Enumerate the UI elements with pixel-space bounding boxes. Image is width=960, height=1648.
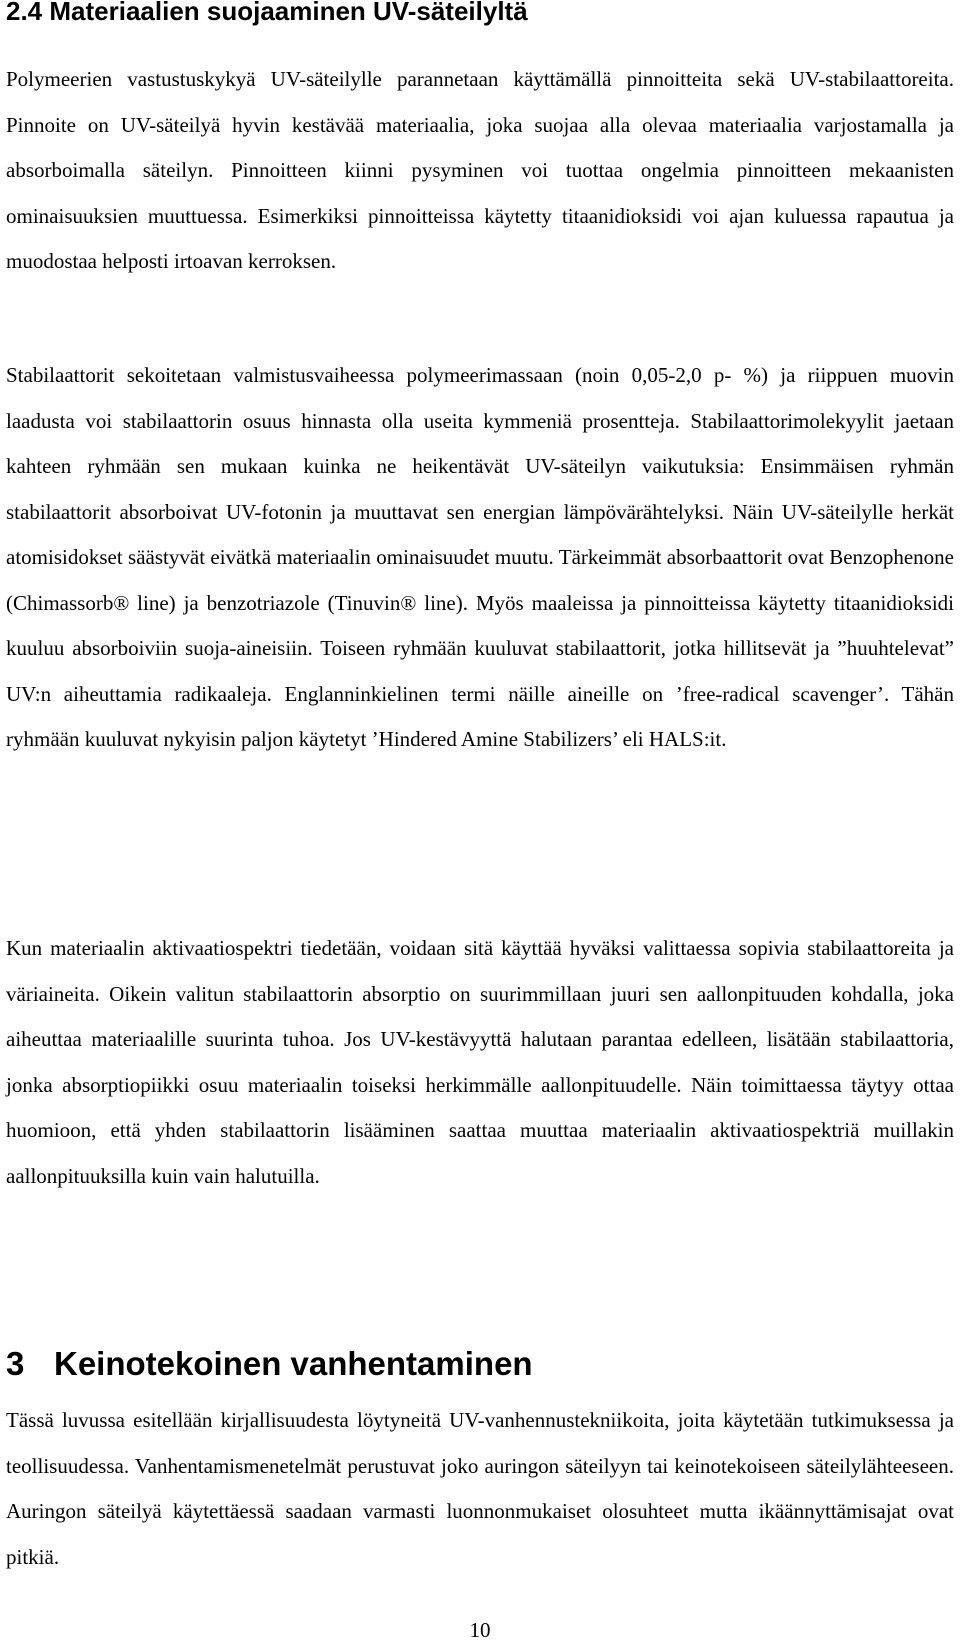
page-number: 10	[469, 1618, 491, 1642]
section-heading: 2.4 Materiaalien suojaaminen UV-säteilyltä	[6, 0, 528, 26]
chapter-heading	[6, 1343, 533, 1385]
section-paragraph-2: Stabilaattorit sekoitetaan valmistusvaiheessa polymeerimassaan (noin 0,05-2,0 p- %) ja riippuen muovin laadusta voi stabilaattorin osuus hinnasta olla useita kymmeniä prosentteja. Stabilaattorimolekyylit jaetaan kahteen ryhmään sen mukaan kuinka ne heikentävät UV-säteilyn vaikutuksia: Ensimmäisen ryhmän stabilaattorit absorboivat UV-fotonin ja muuttavat sen energian lämpövärähtelyksi. Näin UV-säteilylle herkät atomisidokset säästyvät eivätkä materiaalin ominaisuudet muutu. Tärkeimmät absorbaattorit ovat Benzophenone (Chimassorb® line) ja benzotriazole (Tinuvin® line). Myös maaleissa ja pinnoitteissa käytetty titaanidioksidi kuuluu absorboiviin suoja-aineisiin. Toiseen ryhmään kuuluvat stabilaattorit, jotka hillitsevät ja ”huuhtelevat” UV:n aiheuttamia radikaaleja. Englanninkielinen termi näille aineille on ’free-radical scavenger’. Tähän ryhmään kuuluvat nykyisin paljon käytetyt ’Hindered Amine Stabilizers’ eli HALS:it.	[6, 363, 954, 751]
chapter-number: 3	[6, 1345, 25, 1382]
section-paragraph-1: Polymeerien vastustuskykyä UV-säteilylle parannetaan käyttämällä pinnoitteita sekä UV-stabilaattoreita. Pinnoite on UV-säteilyä hyvin kestävää materiaalia, joka suojaa alla olevaa materiaalia varjostamalla ja absorboimalla säteilyn. Pinnoitteen kiinni pysyminen voi tuottaa ongelmia pinnoitteen mekaanisten ominaisuuksien muuttuessa. Esimerkiksi pinnoitteissa käytetty titaanidioksidi voi ajan kuluessa rapautua ja muodostaa helposti irtoavan kerroksen.	[6, 67, 954, 273]
chapter-title: Keinotekoinen vanhentaminen	[54, 1345, 533, 1382]
chapter-paragraph-1: Tässä luvussa esitellään kirjallisuudesta löytyneitä UV-vanhennustekniikoita, joita käytetään tutkimuksessa ja teollisuudessa. Vanhentamismenetelmät perustuvat joko auringon säteilyyn tai keinotekoiseen säteilylähteeseen. Auringon säteilyä käytettäessä saadaan varmasti luonnonmukaiset olosuhteet mutta ikäännyttämisajat ovat pitkiä.	[6, 1408, 954, 1569]
section-paragraph-3: Kun materiaalin aktivaatiospektri tiedetään, voidaan sitä käyttää hyväksi valittaessa sopivia stabilaattoreita ja väriaineita. Oikein valitun stabilaattorin absorptio on suurimmillaan juuri sen aallonpituuden kohdalla, joka aiheuttaa materiaalille suurinta tuhoa. Jos UV-kestävyyttä halutaan parantaa edelleen, lisätään stabilaattoria, jonka absorptiopiikki osuu materiaalin toiseksi herkimmälle aallonpituudelle. Näin toimittaessa täytyy ottaa huomioon, että yhden stabilaattorin lisääminen saattaa muuttaa materiaalin aktivaatiospektriä muillakin aallonpituuksilla kuin vain halutuilla.	[6, 936, 954, 1188]
